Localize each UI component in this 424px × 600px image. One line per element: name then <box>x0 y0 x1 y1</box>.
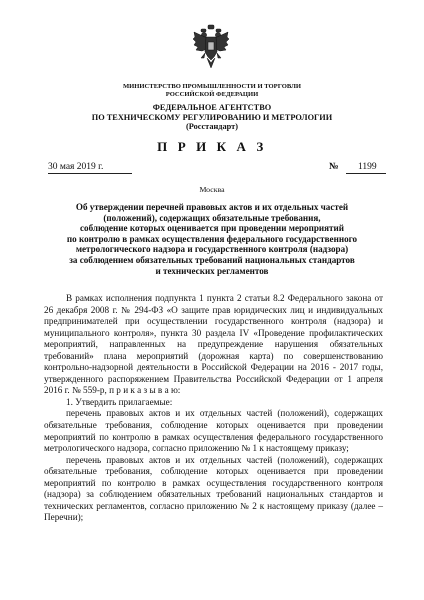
title-line: (положений), содержащих обязательные требования, <box>103 212 321 223</box>
ministry-line-2: РОССИЙСКОЙ ФЕДЕРАЦИИ <box>165 90 259 98</box>
date-number-row <box>48 162 382 174</box>
title-line: Об утверждении перечней правовых актов и их отдельных частей <box>75 202 349 212</box>
ministry-line-1: МИНИСТЕРСТВО ПРОМЫШЛЕННОСТИ И ТОРГОВЛИ <box>122 83 302 90</box>
title-line: и технических регламентов <box>155 265 269 276</box>
body-paragraph-preamble: В рамках исполнения подпункта 1 пункта 2 статьи 8.2 Федерального закона от 26 декабря 2008 г. № 294-ФЗ «О защите прав юридических лиц и индивидуальных предпринимателей при осуществлении государственного контроля (надзора) и муниципального контроля», пункта 30 раздела IV «Проведение профилактических мероприятий, направленных на предупреждение нарушения обязательных требований» плана мероприятий (дорожная карта) по совершенствованию контрольно-надзорной деятельности в Российской Федерации на 2016 - 2017 годы, утвержденного распоряжением Правительства Российской Федерации от 1 апреля 2016 г. № 559-р, п р и к а з ы в а ю: <box>44 293 383 396</box>
order-body <box>44 293 383 524</box>
body-paragraph-list-1: перечень правовых актов и их отдельных частей (положений), содержащих обязательные требования, соблюдение которых оценивается при проведении мероприятий по контролю в рамках осуществления федерального государственного метрологического надзора, согласно приложению № 1 к настоящему приказу; <box>44 408 383 454</box>
order-title <box>40 202 384 276</box>
document-type: П Р И К А З <box>157 139 267 154</box>
agency-header <box>40 103 384 132</box>
number-label: № <box>329 162 339 172</box>
ministry-header <box>40 83 384 98</box>
order-number: 1199 <box>358 162 377 172</box>
coat-of-arms-icon <box>192 24 230 70</box>
body-paragraph-item-1: 1. Утвердить прилагаемые: <box>66 396 173 407</box>
body-paragraph-list-2: перечень правовых актов и их отдельных частей (положений), содержащих обязательные требования, соблюдение которых оценивается при проведении мероприятий по контролю в рамках осуществления государственного контроля (надзора) за соблюдением обязательных требований национальных стандартов и технических регламентов, согласно приложению № 2 к настоящему приказу (далее – Перечни); <box>44 454 383 523</box>
agency-line-1: ФЕДЕРАЛЬНОЕ АГЕНТСТВО <box>152 103 272 112</box>
date-underline <box>48 173 132 174</box>
city: Москва <box>199 185 225 194</box>
title-line: метрологического надзора и государственного контроля (надзора) <box>75 244 349 255</box>
title-line: за соблюдением обязательных требований национальных стандартов <box>69 254 355 265</box>
number-underline <box>346 173 386 174</box>
title-line: соблюдение которых оценивается при проведении мероприятий <box>79 223 344 234</box>
agency-line-2: ПО ТЕХНИЧЕСКОМУ РЕГУЛИРОВАНИЮ И МЕТРОЛОГИИ <box>91 112 333 122</box>
agency-line-3: (Росстандарт) <box>186 122 238 132</box>
title-line: по контролю в рамках осуществления федерального государственного <box>66 233 358 244</box>
order-date: 30 мая 2019 г. <box>48 162 104 172</box>
